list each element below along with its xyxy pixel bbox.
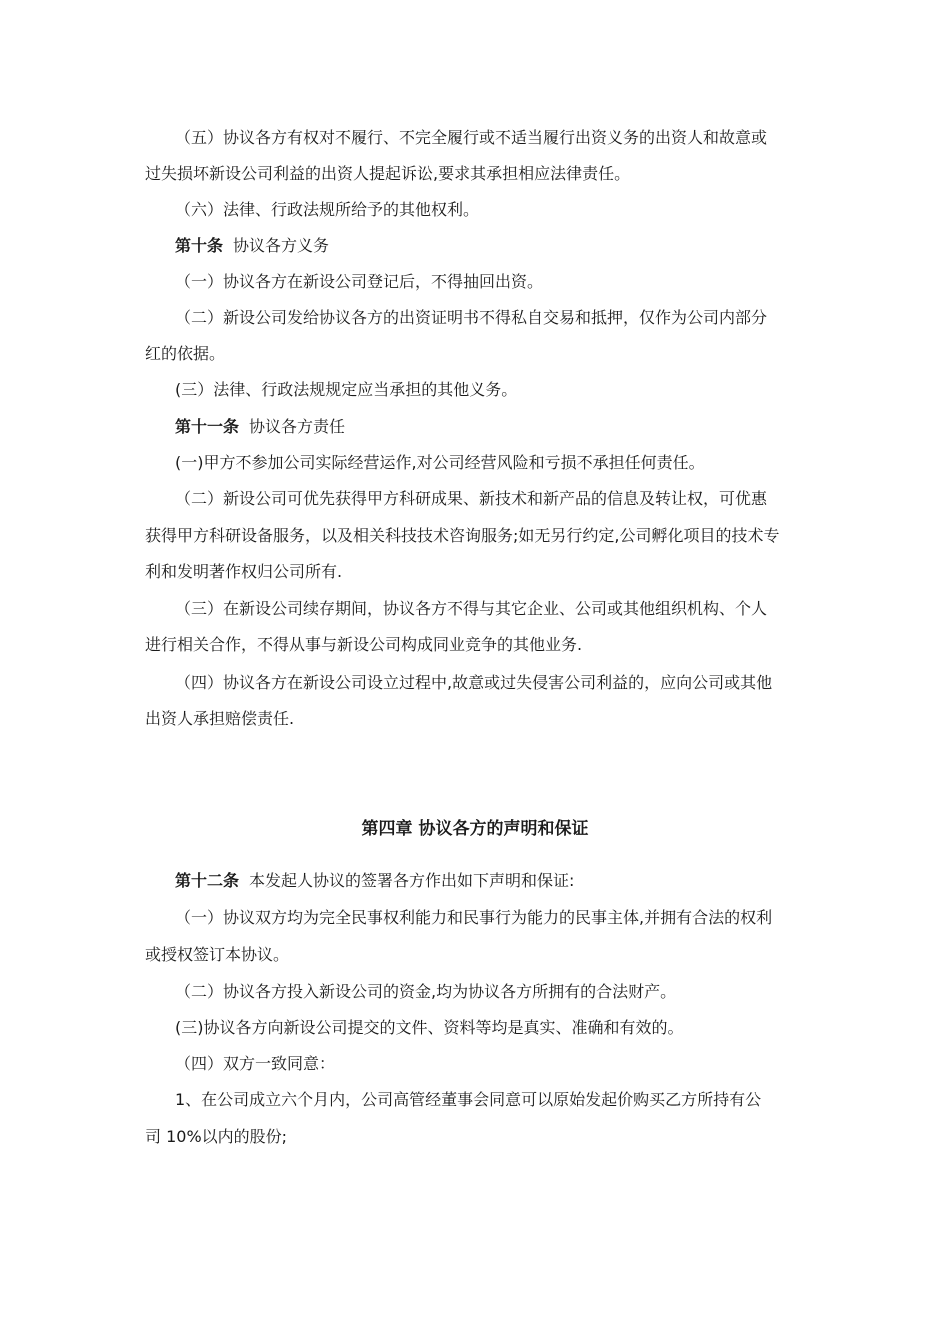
art11-clause-4-line-2: 出资人承担赔偿责任. [145, 709, 295, 728]
art12-clause-2: （二）协议各方投入新设公司的资金,均为协议各方所拥有的合法财产。 [175, 982, 677, 1001]
article-11-title: 协议各方责任 [249, 417, 346, 436]
art10-clause-2-line-1: （二）新设公司发给协议各方的出资证明书不得私自交易和抵押，仅作为公司内部分 [175, 308, 768, 327]
art12-clause-1-line-2: 或授权签订本协议。 [145, 945, 290, 964]
article-10-title: 协议各方义务 [233, 236, 330, 255]
clause-5-line-2: 过失损坏新设公司利益的出资人提起诉讼,要求其承担相应法律责任。 [145, 164, 631, 183]
art10-clause-2-line-2: 红的依据。 [145, 344, 226, 363]
art12-clause-3: (三)协议各方向新设公司提交的文件、资料等均是真实、准确和有效的。 [175, 1018, 684, 1037]
article-11-label: 第十一条 [175, 417, 240, 436]
art11-clause-2-line-2: 获得甲方科研设备服务，以及相关科技技术咨询服务;如无另行约定,公司孵化项目的技术专 [145, 526, 780, 545]
clause-5-line-1: （五）协议各方有权对不履行、不完全履行或不适当履行出资义务的出资人和故意或 [175, 128, 768, 147]
art11-clause-3-line-1: （三）在新设公司续存期间，协议各方不得与其它企业、公司或其他组织机构、个人 [175, 599, 768, 618]
article-12-label: 第十二条 [175, 871, 240, 890]
art11-clause-2-line-1: （二）新设公司可优先获得甲方科研成果、新技术和新产品的信息及转让权，可优惠 [175, 489, 768, 508]
art11-clause-3-line-2: 进行相关合作，不得从事与新设公司构成同业竞争的其他业务. [145, 635, 583, 654]
article-10-heading [175, 235, 810, 257]
art11-clause-2-line-3: 利和发明著作权归公司所有. [145, 562, 343, 581]
art11-clause-1: (一)甲方不参加公司实际经营运作,对公司经营风险和亏损不承担任何责任。 [175, 453, 705, 472]
art12-item-1-line-2: 司 10%以内的股份; [145, 1127, 288, 1146]
chapter-4-title: 第四章 协议各方的声明和保证 [361, 819, 589, 839]
article-12-heading [175, 870, 810, 892]
art10-clause-1: （一）协议各方在新设公司登记后，不得抽回出资。 [175, 272, 544, 291]
art10-clause-3: (三）法律、行政法规规定应当承担的其他义务。 [175, 380, 518, 399]
art12-item-1-line-1: 1、在公司成立六个月内，公司高管经董事会同意可以原始发起价购买乙方所持有公 [175, 1090, 762, 1109]
article-12-title: 本发起人协议的签署各方作出如下声明和保证: [249, 871, 575, 890]
article-11-heading [175, 416, 810, 438]
art12-clause-4: （四）双方一致同意： [175, 1054, 336, 1073]
article-10-label: 第十条 [175, 236, 224, 255]
clause-6: （六）法律、行政法规所给予的其他权利。 [175, 200, 480, 219]
art12-clause-1-line-1: （一）协议双方均为完全民事权利能力和民事行为能力的民事主体,并拥有合法的权利 [175, 908, 773, 927]
art11-clause-4-line-1: （四）协议各方在新设公司设立过程中,故意或过失侵害公司利益的，应向公司或其他 [175, 673, 773, 692]
